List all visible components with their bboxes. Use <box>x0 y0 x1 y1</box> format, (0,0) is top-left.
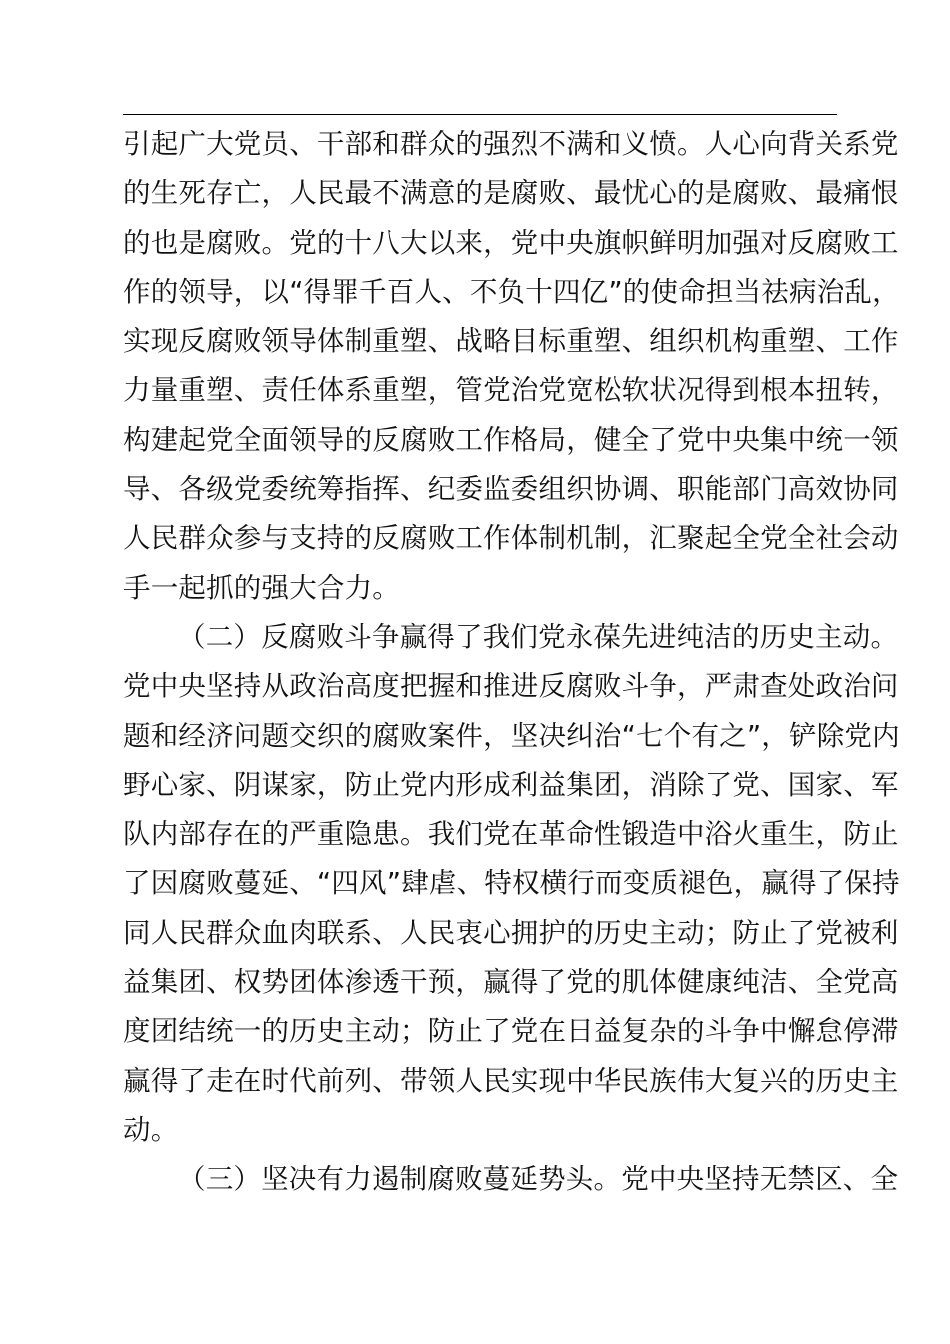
text-line: 题和经济问题交织的腐败案件，坚决纠治“七个有之”，铲除党内 <box>123 719 900 752</box>
text-line: 野心家、阴谋家，防止党内形成利益集团，消除了党、国家、军 <box>123 768 899 801</box>
text-line: 的也是腐败。党的十八大以来，党中央旗帜鲜明加强对反腐败工 <box>123 226 899 259</box>
section-heading: （二）反腐败斗争赢得了我们党永葆先进纯洁的历史主动。 <box>178 620 899 653</box>
text-line: 益集团、权势团体渗透干预，赢得了党的肌体健康纯洁、全党高 <box>123 966 899 999</box>
text-line: 力量重塑、责任体系重塑，管党治党宽松软状况得到根本扭转， <box>123 374 899 407</box>
text-line: 的生死存亡，人民最不满意的是腐败、最忧心的是腐败、最痛恨 <box>123 177 899 210</box>
section-heading: （三）坚决有力遏制腐败蔓延势头。党中央坚持无禁区、全 <box>178 1163 899 1196</box>
text-line: 手一起抓的强大合力。 <box>123 571 400 604</box>
text-line: 党中央坚持从政治高度把握和推进反腐败斗争，严肃查处政治问 <box>123 670 899 703</box>
text-line: 度团结统一的历史主动；防止了党在日益复杂的斗争中懈怠停滞 <box>123 1015 899 1048</box>
text-line: 引起广大党员、干部和群众的强烈不满和义愤。人心向背关系党 <box>123 128 899 160</box>
text-line: 动。 <box>123 1113 179 1146</box>
header-rule <box>123 114 837 115</box>
text-line: 作的领导，以“得罪千百人、不负十四亿”的使命担当祛病治乱， <box>123 275 900 308</box>
document-body <box>123 120 900 1205</box>
text-line: 同人民群众血肉联系、人民衷心拥护的历史主动；防止了党被利 <box>123 916 899 949</box>
text-line: 导、各级党委统筹指挥、纪委监委组织协调、职能部门高效协同 <box>123 473 899 506</box>
text-line: 人民群众参与支持的反腐败工作体制机制，汇聚起全党全社会动 <box>123 522 899 555</box>
text-line: 构建起党全面领导的反腐败工作格局，健全了党中央集中统一领 <box>123 423 899 456</box>
text-line: 了因腐败蔓延、“四风”肆虐、特权横行而变质褪色，赢得了保持 <box>123 867 900 900</box>
text-line: 赢得了走在时代前列、带领人民实现中华民族伟大复兴的历史主 <box>123 1064 899 1097</box>
text-line: 队内部存在的严重隐患。我们党在革命性锻造中浴火重生，防止 <box>123 818 899 851</box>
text-line: 实现反腐败领导体制重塑、战略目标重塑、组织机构重塑、工作 <box>123 325 899 358</box>
